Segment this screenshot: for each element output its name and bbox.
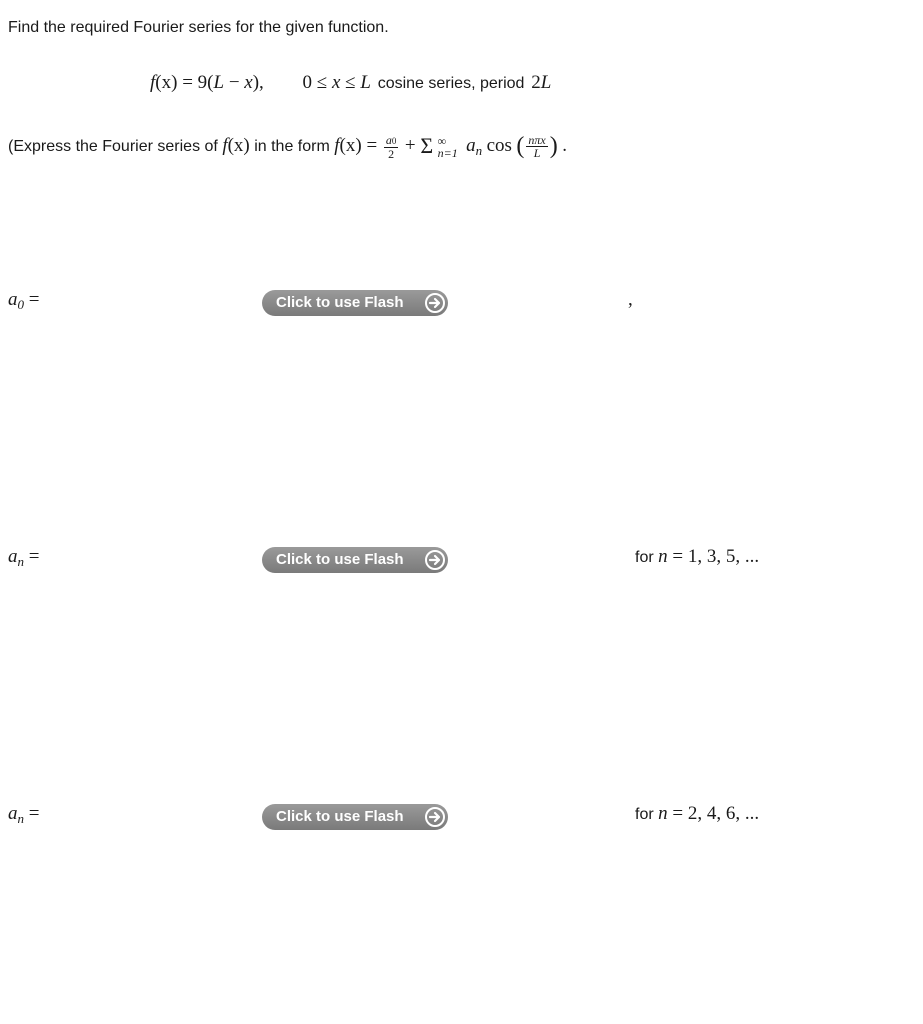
- form-in-the-form: in the form: [254, 138, 330, 155]
- an-odd-for: for: [635, 549, 654, 566]
- form-close-paren: ): [549, 133, 558, 159]
- form-x-arg2: (x): [339, 135, 362, 156]
- an-even-flash-button-label: Click to use Flash: [276, 808, 404, 825]
- an-odd-var: a: [8, 546, 18, 567]
- form-f: f: [222, 135, 228, 156]
- a0-sub: 0: [17, 297, 24, 312]
- domain: [303, 72, 371, 93]
- form-f2: f: [334, 135, 340, 156]
- domain-L: L: [360, 72, 371, 93]
- an-even-values: = 2, 4, 6, ...: [667, 803, 760, 824]
- L-symbol: L: [213, 72, 225, 93]
- a0-trailing-comma: ,: [628, 289, 633, 310]
- x-arg: (x): [155, 72, 178, 93]
- an-odd-condition: [635, 546, 759, 568]
- form-x-arg: (x): [227, 135, 250, 156]
- period-value: 2: [531, 72, 541, 93]
- an-even-sub: n: [17, 811, 24, 826]
- an-even-n: n: [658, 803, 668, 824]
- series-description: cosine series, period: [377, 75, 525, 92]
- arrow-right-circle-icon: [424, 549, 446, 571]
- sum-symbol: Σ: [420, 133, 434, 158]
- arg-den: L: [533, 146, 541, 161]
- form-prefix: (Express the Fourier series of: [8, 138, 218, 155]
- form-end: .: [562, 135, 567, 156]
- x-symbol: x: [244, 72, 253, 93]
- period-L: L: [540, 72, 552, 93]
- form-cos: cos: [486, 135, 512, 156]
- close-paren: ),: [252, 72, 264, 93]
- a0-equals: =: [24, 289, 40, 310]
- an-even-label: [8, 803, 39, 827]
- form-instruction: [8, 133, 567, 160]
- equals-expr: = 9(: [177, 72, 214, 93]
- an-odd-label: [8, 546, 39, 570]
- a0-label: [8, 289, 39, 313]
- form-equals: =: [361, 135, 382, 156]
- sum-lower: n=1: [437, 145, 458, 160]
- an-even-for: for: [635, 806, 654, 823]
- arg-num: nπx: [528, 133, 546, 148]
- an-odd-values: = 1, 3, 5, ...: [667, 546, 760, 567]
- an-odd-flash-button[interactable]: [262, 547, 448, 573]
- domain-lhs: 0 ≤: [302, 72, 332, 93]
- arrow-right-circle-icon: [424, 292, 446, 314]
- form-an: a: [466, 135, 476, 156]
- a0-flash-button[interactable]: [262, 290, 448, 316]
- a0-over-2-fraction: [384, 134, 399, 160]
- a0-var: a: [8, 289, 18, 310]
- a0-num: a: [385, 132, 392, 147]
- an-even-var: a: [8, 803, 18, 824]
- a0-flash-button-label: Click to use Flash: [276, 294, 404, 311]
- an-even-equals: =: [24, 803, 40, 824]
- an-odd-equals: =: [24, 546, 40, 567]
- sum-upper: ∞: [437, 133, 447, 148]
- cos-argument-fraction: [526, 134, 547, 159]
- arrow-right-circle-icon: [424, 806, 446, 828]
- sum-limits: [438, 135, 458, 159]
- minus-sign: −: [224, 72, 245, 93]
- form-an-sub: n: [475, 143, 483, 158]
- an-even-flash-button[interactable]: [262, 804, 448, 830]
- function-definition: [150, 72, 551, 94]
- a0-den: 2: [388, 146, 395, 161]
- a0-num-sub: 0: [391, 135, 397, 146]
- form-open-paren: (: [516, 133, 525, 159]
- an-odd-sub: n: [17, 554, 24, 569]
- an-even-condition: [635, 803, 759, 825]
- form-plus: +: [404, 135, 421, 156]
- domain-x: x: [331, 72, 341, 93]
- an-odd-flash-button-label: Click to use Flash: [276, 551, 404, 568]
- domain-mid: ≤: [340, 72, 361, 93]
- an-odd-n: n: [658, 546, 668, 567]
- f-symbol: f: [150, 72, 156, 93]
- instruction-text: Find the required Fourier series for the given function.: [8, 19, 389, 36]
